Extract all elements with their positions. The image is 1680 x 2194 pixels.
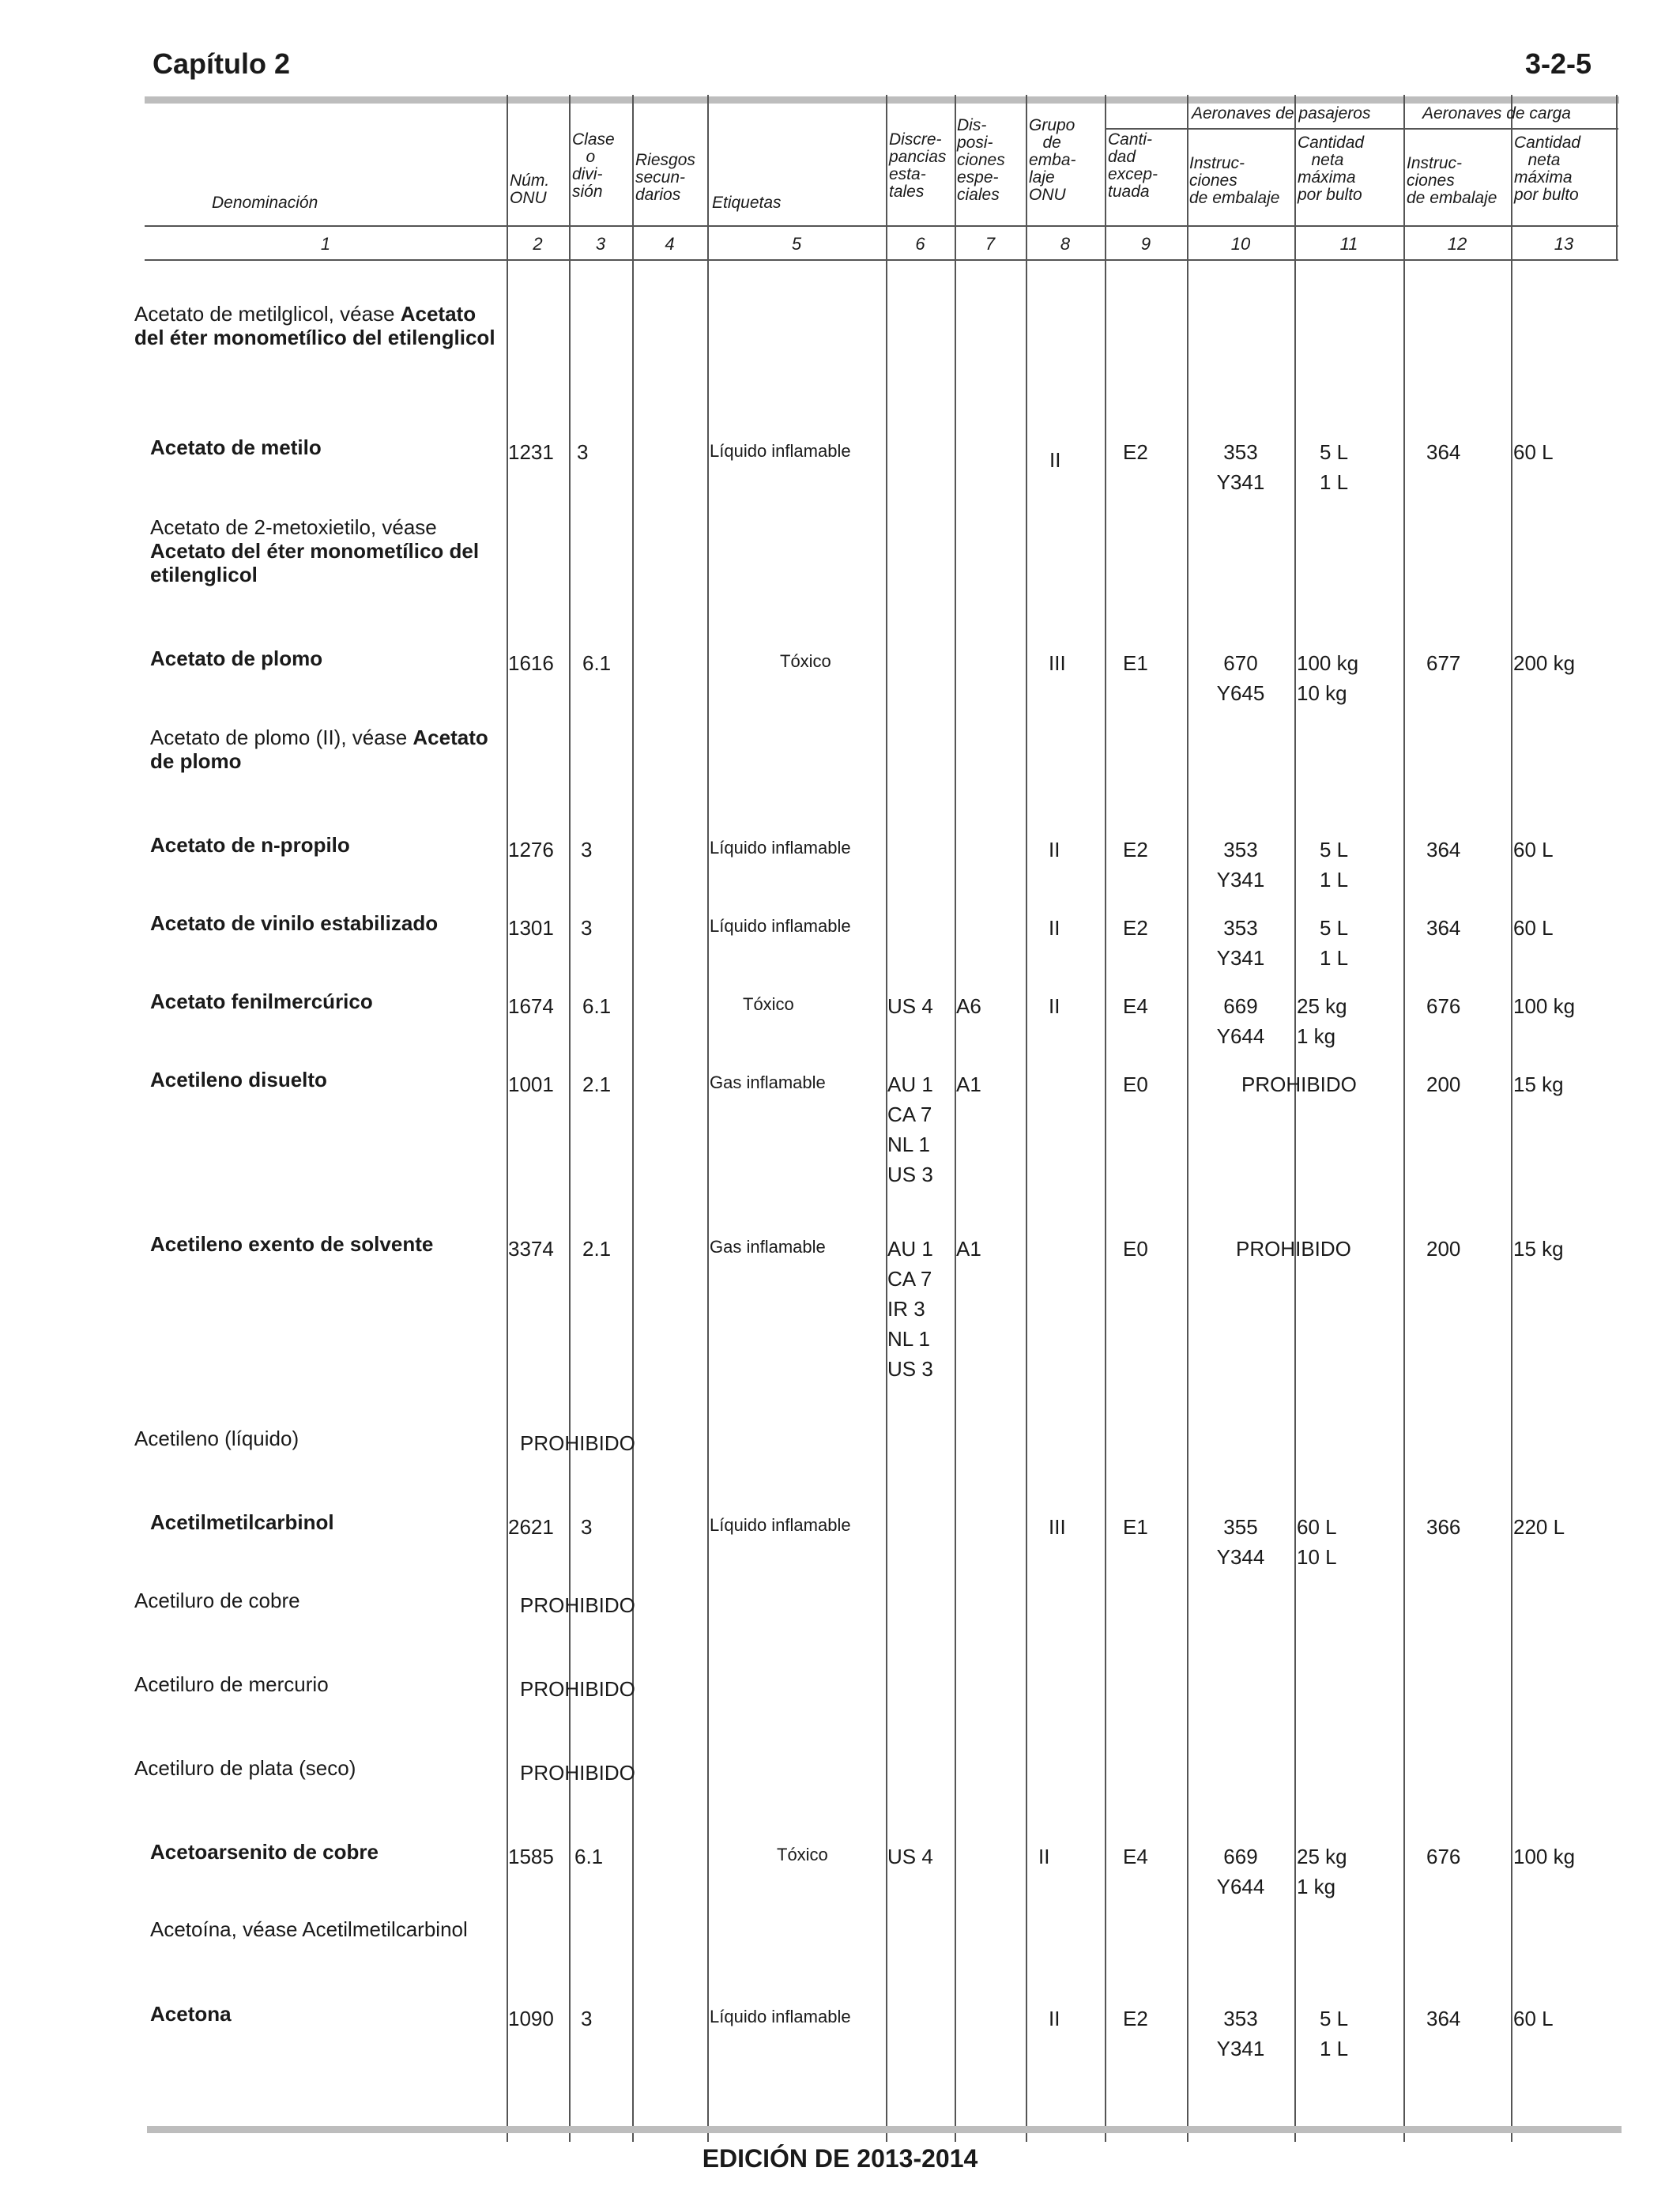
packing-group: III — [1049, 651, 1066, 675]
forbidden-notice: PROHIBIDO — [520, 1431, 635, 1455]
state-variation: US 4 — [887, 1845, 933, 1868]
hazard-class: 6.1 — [574, 1845, 604, 1868]
header-rule — [145, 96, 1619, 104]
hazard-label: Líquido inflamable — [710, 1515, 851, 1535]
special-provision: A6 — [956, 994, 981, 1018]
cargo-max-quantity: 60 L — [1513, 440, 1554, 464]
col-number: 4 — [665, 234, 675, 254]
excepted-quantity: E2 — [1123, 838, 1148, 861]
col-number: 5 — [791, 234, 802, 254]
col-header-special-provisions: Dis- posi- ciones espe- ciales — [957, 116, 1005, 204]
cargo-max-quantity: 100 kg — [1513, 994, 1576, 1018]
col-number: 13 — [1554, 234, 1574, 254]
col-header-labels: Etiquetas — [712, 194, 782, 212]
excepted-quantity: E0 — [1123, 1237, 1148, 1261]
entry-name — [150, 1232, 498, 1256]
hazard-label: Líquido inflamable — [710, 2007, 851, 2026]
entry-name — [150, 1917, 498, 1941]
entry-name — [150, 435, 498, 459]
entry-name-bold: Acetileno exento de solvente — [150, 1232, 434, 1256]
entry-name-bold: Acetato de plomo — [150, 647, 323, 670]
cargo-max-quantity: 200 kg — [1513, 651, 1576, 675]
entry-name-bold: Acetato fenilmercúrico — [150, 990, 373, 1013]
packing-group: II — [1049, 916, 1060, 940]
cargo-packing-instruction: 200 — [1426, 1072, 1461, 1096]
un-number: 1616 — [508, 651, 554, 675]
numbers-bottom-rule — [145, 259, 1618, 261]
packing-group: II — [1049, 448, 1061, 472]
entry-name — [150, 990, 498, 1013]
pax-packing-instruction: 353 Y341 — [1216, 838, 1265, 892]
pax-packing-instruction: 355 Y344 — [1216, 1515, 1265, 1569]
col-header-pax-packing-instr: Instruc- ciones de embalaje — [1189, 154, 1280, 207]
col-number: 8 — [1060, 234, 1071, 254]
col-number: 2 — [533, 234, 543, 254]
entry-name — [150, 1840, 498, 1864]
packing-group: III — [1049, 1515, 1066, 1539]
entry-name-bold: Acetilmetilcarbinol — [150, 1510, 334, 1534]
entry-name-text: Acetiluro de plata (seco) — [134, 1756, 356, 1780]
entry-name-bold: Acetato de metilo — [150, 435, 322, 459]
pax-packing-instruction: 353 Y341 — [1216, 2007, 1265, 2060]
entry-name-text: Acetoína, véase Acetilmetilcarbinol — [150, 1917, 468, 1941]
edition-footer: EDICIÓN DE 2013-2014 — [702, 2144, 978, 2173]
entry-name — [134, 302, 498, 349]
col-header-cargo-max-qty: Cantidad neta máxima por bulto — [1514, 134, 1581, 204]
packing-group: II — [1038, 1845, 1050, 1868]
col-number: 6 — [915, 234, 925, 254]
un-number: 1090 — [508, 2007, 554, 2030]
entry-name — [150, 647, 498, 670]
col-number: 12 — [1447, 234, 1467, 254]
group-rule — [1105, 128, 1618, 130]
entry-name — [150, 1510, 498, 1534]
hazard-label: Líquido inflamable — [710, 441, 851, 461]
cargo-max-quantity: 60 L — [1513, 916, 1554, 940]
entry-name — [134, 1427, 498, 1450]
hazard-label: Líquido inflamable — [710, 916, 851, 936]
special-provision: A1 — [956, 1237, 981, 1261]
entry-name-text: Acetiluro de mercurio — [134, 1672, 329, 1696]
state-variation: US 4 — [887, 994, 933, 1018]
hazard-label: Gas inflamable — [710, 1237, 826, 1257]
col-header-denominacion: Denominación — [212, 194, 318, 212]
pax-forbidden: PROHIBIDO — [1241, 1072, 1357, 1096]
col-divider — [507, 95, 508, 2142]
entry-name — [134, 1756, 498, 1780]
footer-rule — [147, 2126, 1622, 2133]
col-header-packing-group: Grupo de emba- laje ONU — [1029, 116, 1076, 204]
entry-name-text: Acetileno (líquido) — [134, 1427, 299, 1450]
pax-max-quantity: 5 L 1 L — [1320, 2007, 1349, 2060]
pax-max-quantity: 5 L 1 L — [1320, 916, 1349, 970]
col-number: 7 — [985, 234, 996, 254]
entry-name — [134, 1589, 498, 1612]
col-divider — [1511, 95, 1512, 2142]
forbidden-notice: PROHIBIDO — [520, 1677, 635, 1701]
entry-name-bold: Acetato del éter monometílico del etilenglicol — [150, 539, 480, 586]
cargo-max-quantity: 220 L — [1513, 1515, 1565, 1539]
col-header-pax-max-qty: Cantidad neta máxima por bulto — [1298, 134, 1365, 204]
entry-name — [150, 2002, 498, 2026]
entry-name-bold: Acetato de n-propilo — [150, 833, 350, 857]
cargo-max-quantity: 15 kg — [1513, 1237, 1564, 1261]
col-header-group-passenger: Aeronaves de pasajeros — [1192, 104, 1371, 123]
col-header-state-variations: Discre- pancias esta- tales — [889, 130, 947, 201]
cargo-max-quantity: 60 L — [1513, 2007, 1554, 2030]
pax-packing-instruction: 353 Y341 — [1216, 440, 1265, 494]
excepted-quantity: E2 — [1123, 916, 1148, 940]
hazard-class: 3 — [581, 916, 593, 940]
entry-name-text: Acetato de metilglicol, véase — [134, 302, 401, 326]
pax-packing-instruction: 670 Y645 — [1216, 651, 1265, 705]
excepted-quantity: E4 — [1123, 994, 1148, 1018]
hazard-label: Líquido inflamable — [710, 838, 851, 858]
entry-name — [134, 1672, 498, 1696]
cargo-max-quantity: 60 L — [1513, 838, 1554, 861]
excepted-quantity: E2 — [1123, 2007, 1148, 2030]
hazard-label: Gas inflamable — [710, 1072, 826, 1092]
pax-max-quantity: 25 kg 1 kg — [1297, 994, 1347, 1048]
col-divider — [632, 95, 634, 2142]
entry-name-bold: Acetileno disuelto — [150, 1068, 327, 1091]
special-provision: A1 — [956, 1072, 981, 1096]
cargo-packing-instruction: 364 — [1426, 440, 1461, 464]
col-divider — [1105, 95, 1106, 2142]
entry-name-text: Acetiluro de cobre — [134, 1589, 300, 1612]
un-number: 2621 — [508, 1515, 554, 1539]
entry-name-bold: Acetato del éter monometílico del etilenglicol — [134, 302, 495, 349]
col-header-subsidiary-risks: Riesgos secun- darios — [635, 151, 695, 204]
forbidden-notice: PROHIBIDO — [520, 1761, 635, 1785]
col-header-cargo-packing-instr: Instruc- ciones de embalaje — [1407, 154, 1497, 207]
excepted-quantity: E0 — [1123, 1072, 1148, 1096]
excepted-quantity: E2 — [1123, 440, 1148, 464]
col-number: 10 — [1230, 234, 1251, 254]
hazard-class: 3 — [577, 440, 589, 464]
packing-group: II — [1049, 838, 1060, 861]
entry-name-bold: Acetato de plomo — [150, 726, 488, 773]
pax-max-quantity: 5 L 1 L — [1320, 440, 1349, 494]
hazard-class: 2.1 — [582, 1237, 612, 1261]
cargo-packing-instruction: 364 — [1426, 2007, 1461, 2030]
pax-max-quantity: 60 L 10 L — [1297, 1515, 1337, 1569]
col-number: 9 — [1140, 234, 1151, 254]
un-number: 1231 — [508, 440, 554, 464]
excepted-quantity: E4 — [1123, 1845, 1148, 1868]
col-number: 3 — [595, 234, 606, 254]
entry-name-bold: Acetona — [150, 2002, 232, 2026]
un-number: 3374 — [508, 1237, 554, 1261]
hazard-class: 2.1 — [582, 1072, 612, 1096]
cargo-max-quantity: 15 kg — [1513, 1072, 1564, 1096]
entry-name — [150, 833, 498, 857]
un-number: 1001 — [508, 1072, 554, 1096]
hazard-class: 6.1 — [582, 651, 612, 675]
pax-max-quantity: 100 kg 10 kg — [1297, 651, 1359, 705]
col-divider — [1294, 95, 1296, 2142]
excepted-quantity: E1 — [1123, 651, 1148, 675]
pax-packing-instruction: 353 Y341 — [1216, 916, 1265, 970]
header-bottom-rule — [145, 225, 1618, 227]
col-header-excepted-quantity: Canti- dad excep- tuada — [1108, 130, 1158, 201]
pax-packing-instruction: 669 Y644 — [1216, 1845, 1265, 1898]
cargo-packing-instruction: 364 — [1426, 838, 1461, 861]
excepted-quantity: E1 — [1123, 1515, 1148, 1539]
state-variation: AU 1 CA 7 NL 1 US 3 — [887, 1072, 933, 1186]
hazard-class: 3 — [581, 838, 593, 861]
entry-name — [150, 515, 498, 586]
un-number: 1301 — [508, 916, 554, 940]
pax-max-quantity: 5 L 1 L — [1320, 838, 1349, 892]
cargo-packing-instruction: 677 — [1426, 651, 1461, 675]
page-number: 3-2-5 — [1525, 47, 1592, 80]
un-number: 1276 — [508, 838, 554, 861]
entry-name — [150, 1068, 498, 1091]
hazard-class: 3 — [581, 1515, 593, 1539]
hazard-label: Tóxico — [777, 1845, 828, 1864]
hazard-class: 6.1 — [582, 994, 612, 1018]
col-divider — [707, 95, 709, 2142]
un-number: 1674 — [508, 994, 554, 1018]
un-number: 1585 — [508, 1845, 554, 1868]
pax-forbidden: PROHIBIDO — [1236, 1237, 1351, 1261]
cargo-packing-instruction: 364 — [1426, 916, 1461, 940]
col-divider — [955, 95, 956, 2142]
forbidden-notice: PROHIBIDO — [520, 1593, 635, 1617]
entry-name — [150, 726, 498, 773]
cargo-packing-instruction: 200 — [1426, 1237, 1461, 1261]
col-number: 11 — [1339, 234, 1358, 254]
pax-max-quantity: 25 kg 1 kg — [1297, 1845, 1347, 1898]
entry-name-bold: Acetoarsenito de cobre — [150, 1840, 379, 1864]
pax-packing-instruction: 669 Y644 — [1216, 994, 1265, 1048]
hazard-label: Tóxico — [743, 994, 794, 1014]
state-variation: AU 1 CA 7 IR 3 NL 1 US 3 — [887, 1237, 933, 1381]
entry-name-bold: Acetato de vinilo estabilizado — [150, 911, 439, 935]
cargo-packing-instruction: 366 — [1426, 1515, 1461, 1539]
col-number: 1 — [320, 234, 331, 254]
cargo-packing-instruction: 676 — [1426, 1845, 1461, 1868]
entry-name — [150, 911, 498, 935]
entry-name-text: Acetato de plomo (II), véase — [150, 726, 413, 749]
col-divider — [1026, 95, 1027, 2142]
cargo-max-quantity: 100 kg — [1513, 1845, 1576, 1868]
packing-group: II — [1049, 994, 1060, 1018]
col-divider — [1403, 95, 1405, 2142]
col-divider — [1187, 95, 1188, 2142]
cargo-packing-instruction: 676 — [1426, 994, 1461, 1018]
col-header-class: Clase o divi- sión — [572, 130, 615, 201]
entry-name-text: Acetato de 2-metoxietilo, véase — [150, 515, 437, 539]
chapter-title: Capítulo 2 — [153, 47, 291, 80]
col-header-group-cargo: Aeronaves de carga — [1422, 104, 1571, 123]
col-header-un-number: Núm. ONU — [510, 172, 550, 207]
packing-group: II — [1049, 2007, 1060, 2030]
col-divider — [569, 95, 571, 2142]
hazard-class: 3 — [581, 2007, 593, 2030]
hazard-label: Tóxico — [780, 651, 831, 671]
